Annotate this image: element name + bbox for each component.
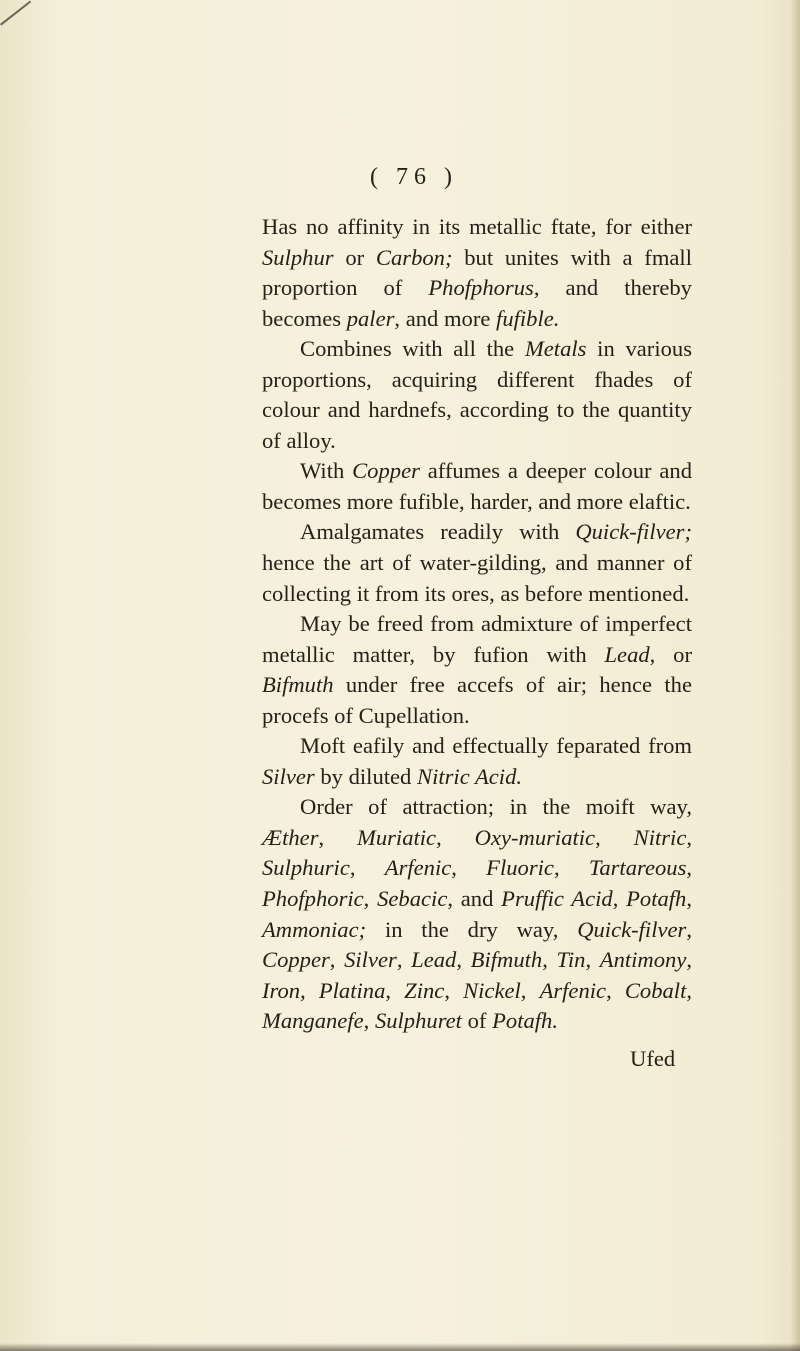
- italic-run: Æther: [262, 824, 319, 850]
- italic-run: Nitric Acid.: [417, 763, 523, 789]
- text-run: Combines with all the: [300, 336, 525, 362]
- italic-run: Nickel: [463, 977, 521, 1003]
- body-text: [262, 212, 692, 1037]
- text-run: ,: [595, 824, 634, 850]
- italic-run: Carbon;: [375, 244, 453, 270]
- text-run: Amalgamates readily with: [300, 519, 576, 545]
- italic-run: Lead: [411, 947, 457, 973]
- text-run: by diluted: [314, 763, 417, 789]
- page-bottom-shadow: [0, 1343, 800, 1351]
- italic-run: Platina: [318, 977, 386, 1003]
- italic-run: Arfenic: [384, 855, 452, 881]
- text-run: , and thereby becomes: [262, 275, 692, 331]
- text-run: ,: [686, 977, 693, 1003]
- italic-run: Silver: [344, 947, 397, 973]
- italic-run: Muriatic: [357, 824, 437, 850]
- text-run: hence the art of water-gilding, and manner of collecting it from its ores, as before mentioned.: [262, 550, 692, 606]
- text-run: or: [333, 244, 376, 270]
- italic-run: Copper: [262, 947, 330, 973]
- text-run: Order of attraction; in the moift way,: [300, 794, 692, 820]
- paragraph-p1: [262, 212, 692, 334]
- italic-run: Cobalt: [624, 977, 687, 1003]
- text-run: under free accefs of air; hence the procefs of Cupellation.: [262, 672, 692, 728]
- text-run: ,: [585, 947, 600, 973]
- paragraph-p5: [262, 609, 692, 731]
- text-run: ,: [456, 947, 471, 973]
- italic-run: Quick-filver;: [575, 519, 692, 545]
- italic-run: Ammoniac;: [262, 916, 367, 942]
- italic-run: Copper: [352, 458, 420, 484]
- page-edge-shadow: [790, 0, 800, 1351]
- text-run: ,: [686, 886, 693, 912]
- text-run: May be freed from admixture of imperfect metallic matter, by fufion with: [262, 611, 692, 667]
- italic-run: Silver: [262, 763, 315, 789]
- text-run: ,: [300, 977, 319, 1003]
- italic-run: Sebacic: [377, 886, 448, 912]
- text-run: ,: [318, 824, 358, 850]
- text-run: ,: [553, 855, 589, 881]
- italic-run: Bifmuth: [470, 947, 543, 973]
- text-run: ,: [349, 855, 385, 881]
- italic-run: Tin: [556, 947, 586, 973]
- catchword: Ufed: [630, 1046, 676, 1071]
- italic-run: Pruffic Acid: [501, 886, 613, 912]
- text-run: affumes a deeper colour and becomes more fufible, harder, and more elaftic.: [262, 458, 692, 514]
- italic-run: Manganefe: [262, 1008, 364, 1034]
- text-run: ,: [686, 824, 693, 850]
- text-run: but unites with a fmall proportion of: [262, 244, 692, 301]
- text-run: in various proportions, acquiring different fhades of colour and hardnefs, according to the quantity of alloy.: [262, 336, 692, 453]
- italic-run: Quick-filver: [577, 916, 687, 942]
- italic-run: Antimony: [599, 947, 687, 973]
- italic-run: Phofphoric: [262, 886, 364, 912]
- italic-run: fufible.: [496, 305, 560, 331]
- italic-run: Potafh.: [492, 1008, 558, 1034]
- italic-run: Sulphuret: [374, 1008, 462, 1034]
- corner-mark: [0, 1, 31, 26]
- text-run: ,: [686, 916, 692, 942]
- italic-run: Tartareous: [588, 855, 687, 881]
- text-run: in the dry way,: [366, 916, 578, 942]
- italic-run: Metals: [524, 336, 587, 362]
- text-run: ,: [385, 977, 405, 1003]
- italic-run: Zinc: [404, 977, 445, 1003]
- paragraph-p7: [262, 792, 692, 1036]
- text-run: ,: [612, 886, 627, 912]
- italic-run: Phofphorus: [428, 275, 534, 301]
- text-run: ,: [520, 977, 540, 1003]
- paragraph-p3: [262, 456, 692, 517]
- paragraph-p2: [262, 334, 692, 456]
- italic-run: Arfenic: [539, 977, 607, 1003]
- text-run: Has no affinity in its metallic ftate, for either: [262, 214, 692, 239]
- text-run: ,: [396, 947, 412, 973]
- italic-run: Nitric: [633, 824, 687, 850]
- text-run: ,: [363, 886, 378, 912]
- italic-run: paler: [346, 305, 395, 331]
- italic-run: Sulphuric: [262, 855, 350, 881]
- text-run: of: [461, 1008, 493, 1034]
- italic-run: Sulphur: [262, 244, 334, 270]
- text-run: ,: [686, 947, 693, 973]
- text-run: Moft eafily and effectually feparated from: [300, 733, 692, 759]
- text-run: , and more: [394, 305, 497, 331]
- text-run: With: [300, 458, 353, 484]
- text-run: , or: [649, 641, 692, 667]
- italic-run: Bifmuth: [262, 672, 334, 698]
- italic-run: Oxy-muriatic: [474, 824, 596, 850]
- text-run: ,: [606, 977, 625, 1003]
- paragraph-p6: [262, 731, 692, 792]
- italic-run: Potafh: [626, 886, 687, 912]
- text-run: ,: [329, 947, 345, 973]
- italic-run: Iron: [262, 977, 301, 1003]
- text-run: , and: [447, 886, 502, 912]
- italic-run: Lead: [604, 641, 650, 667]
- text-run: ,: [451, 855, 487, 881]
- page-number: ( 76 ): [370, 164, 458, 190]
- paragraph-p4: [262, 517, 692, 609]
- text-run: ,: [444, 977, 464, 1003]
- text-run: ,: [542, 947, 557, 973]
- text-run: ,: [363, 1008, 375, 1034]
- text-run: ,: [686, 855, 693, 881]
- italic-run: Fluoric: [486, 855, 554, 881]
- text-run: ,: [436, 824, 475, 850]
